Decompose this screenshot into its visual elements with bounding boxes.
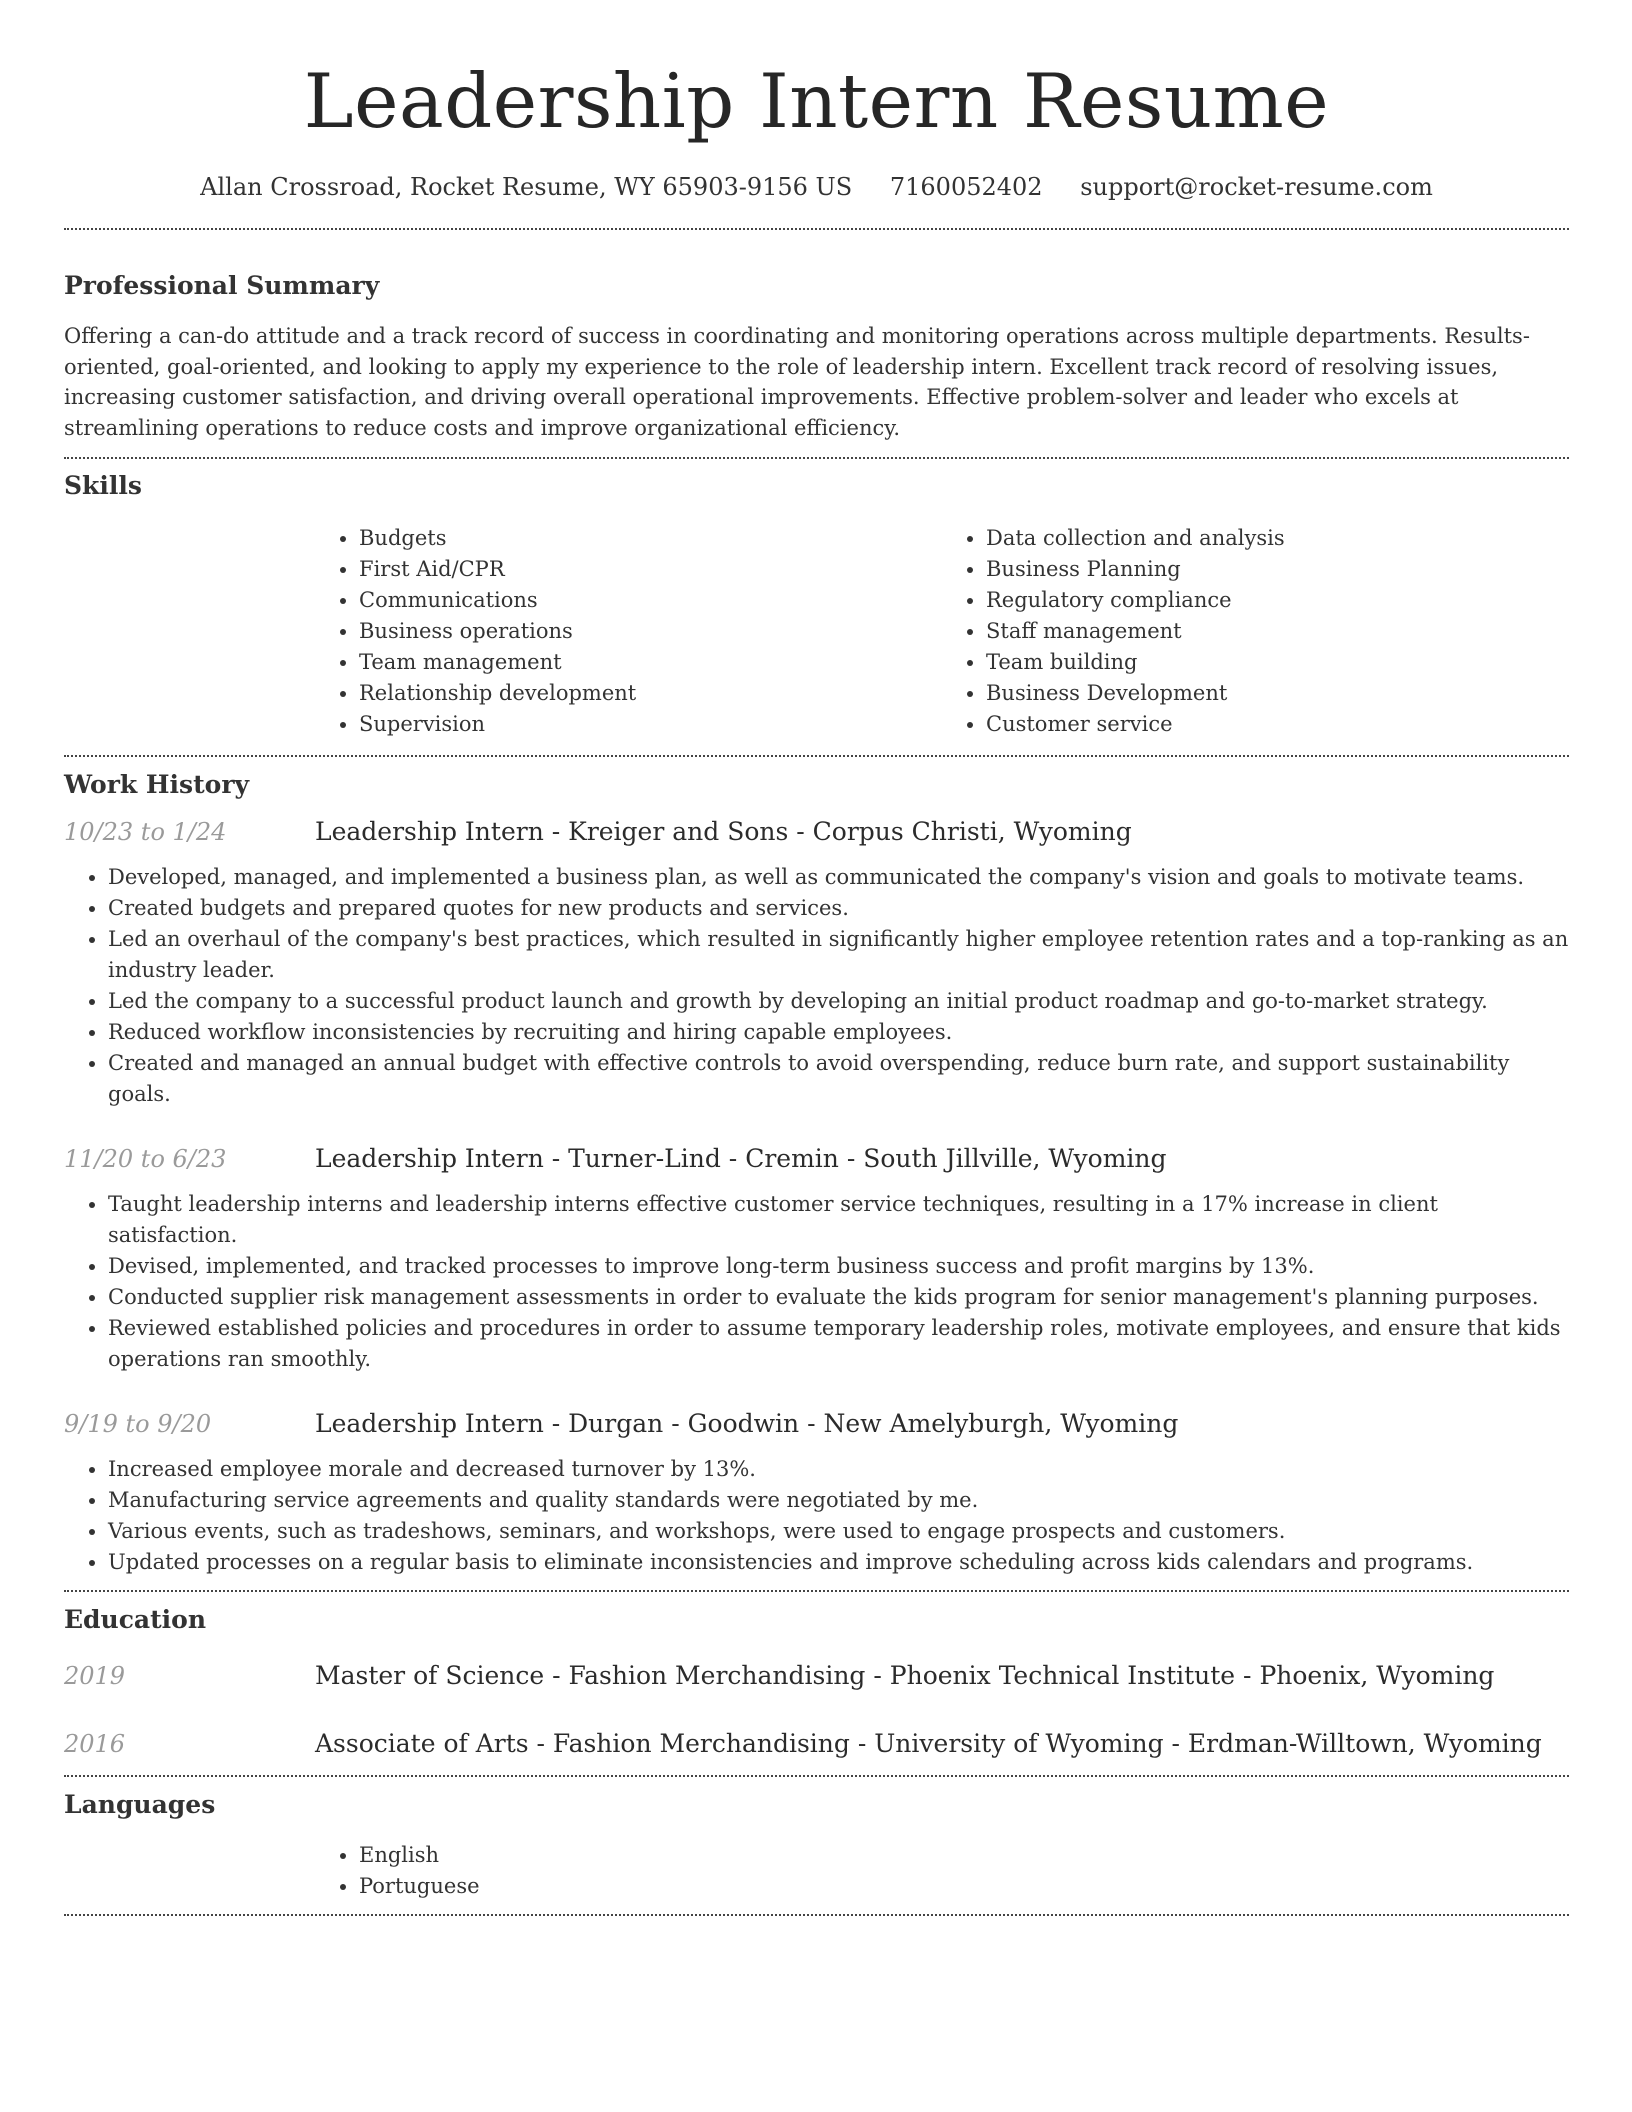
divider xyxy=(64,1914,1569,1916)
job-bullet: • Created budgets and prepared quotes for new products and services. xyxy=(108,893,1569,924)
summary-text: Offering a can-do attitude and a track record of success in coordinating and monitoring operations across multiple departments. Results-oriented, goal-oriented, and looking to apply my experience to the role of leadership intern. Excellent track record of resolving issues, increasing customer satisfaction, and driving overall operational improvements. Effective problem-solver and leader who excels at streamlining operations to reduce costs and improve organizational efficiency. xyxy=(64,324,1530,440)
skill-item: • Relationship development xyxy=(359,678,942,709)
skill-item: • Communications xyxy=(359,585,942,616)
resume-title: Leadership Intern Resume xyxy=(303,57,1330,145)
education-year: 2016 xyxy=(64,1730,126,1758)
language-item: • Portuguese xyxy=(359,1871,1569,1902)
contact-address: Allan Crossroad, Rocket Resume, WY 65903-9156 US xyxy=(200,173,853,201)
summary-heading: Professional Summary xyxy=(64,271,380,300)
education-degree: Associate of Arts - Fashion Merchandising - University of Wyoming - Erdman-Willtown, Wyoming xyxy=(315,1729,1542,1758)
job-bullet: • Devised, implemented, and tracked processes to improve long-term business success and profit margins by 13%. xyxy=(108,1251,1569,1282)
job-entry xyxy=(64,1142,1569,1375)
job-bullet: • Led an overhaul of the company's best practices, which resulted in significantly higher employee retention rates and a top-ranking as an industry leader. xyxy=(108,924,1569,986)
skills-list-right xyxy=(942,523,1569,740)
job-bullet: • Updated processes on a regular basis to eliminate inconsistencies and improve scheduling across kids calendars and programs. xyxy=(108,1547,1569,1578)
job-bullet: • Various events, such as tradeshows, seminars, and workshops, were used to engage prospects and customers. xyxy=(108,1516,1569,1547)
job-bullets xyxy=(64,1189,1569,1375)
job-title: Leadership Intern - Turner-Lind - Cremin - South Jillville, Wyoming xyxy=(315,1144,1167,1173)
languages-list xyxy=(315,1840,1569,1902)
skill-item: • Team building xyxy=(986,647,1569,678)
contact-phone: 7160052402 xyxy=(889,173,1043,201)
job-header xyxy=(64,1407,1569,1441)
work-heading: Work History xyxy=(64,770,250,799)
resume-page xyxy=(64,0,1569,1916)
skill-item: • Team management xyxy=(359,647,942,678)
skill-item: • Supervision xyxy=(359,709,942,740)
contact-line xyxy=(64,170,1569,204)
job-bullet: • Taught leadership interns and leadership interns effective customer service techniques, resulting in a 17% increase in client satisfaction. xyxy=(108,1189,1569,1251)
education-section xyxy=(64,1592,1569,1761)
education-year: 2019 xyxy=(64,1662,126,1690)
skills-columns xyxy=(315,523,1569,740)
job-bullet: • Created and managed an annual budget with effective controls to avoid overspending, reduce burn rate, and support sustainability goals. xyxy=(108,1048,1569,1110)
job-dates: 10/23 to 1/24 xyxy=(64,818,227,846)
education-degree: Master of Science - Fashion Merchandising - Phoenix Technical Institute - Phoenix, Wyoming xyxy=(315,1661,1495,1690)
contact-email[interactable]: support@rocket-resume.com xyxy=(1080,173,1433,201)
job-bullet: • Manufacturing service agreements and quality standards were negotiated by me. xyxy=(108,1485,1569,1516)
skill-item: • Data collection and analysis xyxy=(986,523,1569,554)
job-bullet: • Increased employee morale and decreased turnover by 13%. xyxy=(108,1454,1569,1485)
language-item: • English xyxy=(359,1840,1569,1871)
languages-section xyxy=(64,1777,1569,1902)
job-entry xyxy=(64,815,1569,1110)
job-bullets xyxy=(64,1454,1569,1578)
skill-item: • Staff management xyxy=(986,616,1569,647)
education-entry xyxy=(64,1727,1569,1761)
work-section xyxy=(64,757,1569,1578)
job-bullet: • Reviewed established policies and procedures in order to assume temporary leadership roles, motivate employees, and ensure that kids operations ran smoothly. xyxy=(108,1313,1569,1375)
job-title: Leadership Intern - Durgan - Goodwin - New Amelyburgh, Wyoming xyxy=(315,1409,1179,1438)
job-bullet: • Led the company to a successful product launch and growth by developing an initial product roadmap and go-to-market strategy. xyxy=(108,986,1569,1017)
job-bullet: • Conducted supplier risk management assessments in order to evaluate the kids program for senior management's planning purposes. xyxy=(108,1282,1569,1313)
skill-item: • Customer service xyxy=(986,709,1569,740)
skills-heading: Skills xyxy=(64,471,142,500)
job-header xyxy=(64,1142,1569,1176)
skill-item: • Business Planning xyxy=(986,554,1569,585)
languages-heading: Languages xyxy=(64,1790,216,1819)
education-entry xyxy=(64,1659,1569,1693)
education-list xyxy=(64,1659,1569,1761)
job-bullet: • Reduced workflow inconsistencies by recruiting and hiring capable employees. xyxy=(108,1017,1569,1048)
job-bullet: • Developed, managed, and implemented a business plan, as well as communicated the company's vision and goals to motivate teams. xyxy=(108,862,1569,893)
skill-item: • First Aid/CPR xyxy=(359,554,942,585)
summary-section xyxy=(64,230,1569,443)
job-title: Leadership Intern - Kreiger and Sons - Corpus Christi, Wyoming xyxy=(315,817,1132,846)
job-dates: 11/20 to 6/23 xyxy=(64,1145,227,1173)
job-list xyxy=(64,815,1569,1578)
skills-list-left xyxy=(315,523,942,740)
skill-item: • Regulatory compliance xyxy=(986,585,1569,616)
job-entry xyxy=(64,1407,1569,1578)
job-bullets xyxy=(64,862,1569,1110)
skill-item: • Business Development xyxy=(986,678,1569,709)
job-dates: 9/19 to 9/20 xyxy=(64,1410,212,1438)
job-header xyxy=(64,815,1569,849)
education-heading: Education xyxy=(64,1605,207,1634)
skill-item: • Business operations xyxy=(359,616,942,647)
skill-item: • Budgets xyxy=(359,523,942,554)
skills-section xyxy=(64,459,1569,740)
